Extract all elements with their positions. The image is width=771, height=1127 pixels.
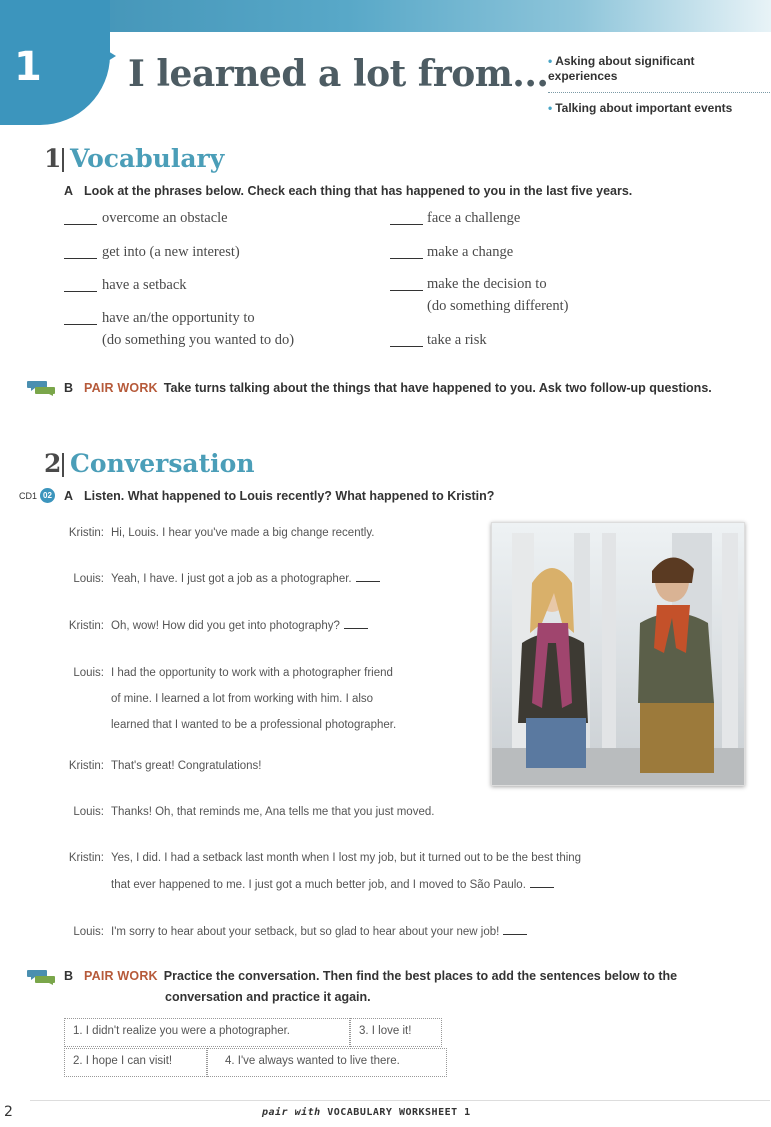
check-blank[interactable] — [390, 290, 423, 291]
answer-blank[interactable] — [344, 627, 368, 629]
exercise-letter: A — [64, 184, 74, 198]
check-blank[interactable] — [64, 224, 97, 225]
dialogue-line: that ever happened to me. I just got a much better job, and I moved to São Paulo. — [111, 879, 554, 891]
sentence-cell: 4. I've always wanted to live there. — [207, 1048, 447, 1077]
speaker-label: Kristin: — [68, 620, 104, 632]
dialogue-line: of mine. I learned a lot from working with him. I also — [111, 693, 374, 705]
speaker-label: Louis: — [73, 806, 104, 818]
goal-divider — [548, 92, 770, 93]
dialogue-line: That's great! Congratulations! — [111, 760, 262, 772]
sentence-cell: 2. I hope I can visit! — [64, 1048, 207, 1077]
pair-work-icon — [27, 380, 55, 396]
goal-text: Talking about important events — [555, 101, 733, 115]
section-divider — [62, 453, 64, 477]
check-blank[interactable] — [64, 258, 97, 259]
vocab-phrase: take a risk — [427, 332, 487, 348]
exercise-instruction-continued: conversation and practice it again. — [165, 990, 371, 1004]
speaker-label: Louis: — [73, 573, 104, 585]
answer-blank[interactable] — [356, 580, 380, 582]
exercise-instruction: Look at the phrases below. Check each thing that has happened to you in the last five years. — [84, 184, 633, 198]
answer-blank[interactable] — [503, 933, 527, 935]
pair-with-text: pair with — [262, 1107, 321, 1118]
conversation-photo — [491, 522, 745, 786]
dialogue-line: Yeah, I have. I just got a job as a photographer. — [111, 573, 380, 585]
unit-title: I learned a lot from... — [128, 53, 549, 95]
dialogue-line: Oh, wow! How did you get into photography? — [111, 620, 368, 632]
worksheet-name: VOCABULARY WORKSHEET 1 — [327, 1107, 471, 1118]
dialogue-line: Thanks! Oh, that reminds me, Ana tells me that you just moved. — [111, 806, 435, 818]
section-title: Vocabulary — [70, 144, 225, 173]
check-blank[interactable] — [64, 291, 97, 292]
goal-item — [548, 101, 738, 116]
pair-work-icon — [27, 969, 55, 985]
section-number: 2 — [44, 449, 62, 478]
section-number: 1 — [44, 144, 62, 173]
exercise-letter: A — [64, 489, 74, 503]
dialogue-line: Hi, Louis. I hear you've made a big change recently. — [111, 527, 375, 539]
vocab-phrase: (do something different) — [427, 298, 569, 314]
exercise-instruction — [84, 969, 677, 983]
cd-label: CD1 — [19, 491, 38, 501]
check-blank[interactable] — [64, 324, 97, 325]
goal-text: Asking about significant experiences — [548, 54, 695, 83]
vocab-phrase: overcome an obstacle — [102, 210, 228, 226]
audio-track-icon[interactable]: 02 — [40, 488, 55, 503]
exercise-letter: B — [64, 969, 74, 983]
sentence-cell: 3. I love it! — [350, 1018, 442, 1047]
speaker-label: Louis: — [73, 667, 104, 679]
header-banner — [0, 0, 771, 32]
check-blank[interactable] — [390, 258, 423, 259]
section-divider — [62, 148, 64, 172]
vocab-phrase: have an/the opportunity to — [102, 310, 255, 326]
speaker-label: Kristin: — [68, 852, 104, 864]
dialogue-line: learned that I wanted to be a professional photographer. — [111, 719, 397, 731]
speaker-label: Louis: — [73, 926, 104, 938]
unit-number: 1 — [14, 44, 42, 90]
bullet-icon: • — [548, 54, 553, 68]
photo-illustration — [492, 523, 744, 785]
dialogue-line: Yes, I did. I had a setback last month when I lost my job, but it turned out to be the best thing — [111, 852, 582, 864]
sentence-cell: 1. I didn't realize you were a photographer. — [64, 1018, 350, 1047]
vocab-phrase: get into (a new interest) — [102, 244, 240, 260]
goal-item — [548, 54, 738, 84]
vocab-phrase: have a setback — [102, 277, 187, 293]
check-blank[interactable] — [390, 346, 423, 347]
vocab-phrase: face a challenge — [427, 210, 521, 226]
unit-badge-pointer — [90, 40, 116, 72]
worksheet-reference — [262, 1107, 471, 1118]
speaker-label: Kristin: — [68, 527, 104, 539]
check-blank[interactable] — [390, 224, 423, 225]
page-number: 2 — [4, 1104, 13, 1120]
pair-work-label: PAIR WORK — [84, 381, 158, 395]
vocab-phrase: make a change — [427, 244, 514, 260]
dialogue-line: I had the opportunity to work with a photographer friend — [111, 667, 393, 679]
vocab-phrase: (do something you wanted to do) — [102, 332, 295, 348]
pair-work-text: Practice the conversation. Then find the best places to add the sentences below to the — [163, 969, 678, 983]
dialogue-line: I'm sorry to hear about your setback, but so glad to hear about your new job! — [111, 926, 527, 938]
footer-rule — [30, 1100, 770, 1101]
exercise-letter: B — [64, 381, 74, 395]
vocab-phrase: make the decision to — [427, 276, 547, 292]
bullet-icon: • — [548, 101, 553, 115]
pair-work-text: Take turns talking about the things that have happened to you. Ask two follow-up questions. — [163, 381, 712, 395]
exercise-instruction: Listen. What happened to Louis recently? What happened to Kristin? — [84, 489, 495, 503]
answer-blank[interactable] — [530, 886, 554, 888]
exercise-instruction — [84, 381, 712, 395]
speaker-label: Kristin: — [68, 760, 104, 772]
section-title: Conversation — [70, 449, 255, 478]
pair-work-label: PAIR WORK — [84, 969, 158, 983]
